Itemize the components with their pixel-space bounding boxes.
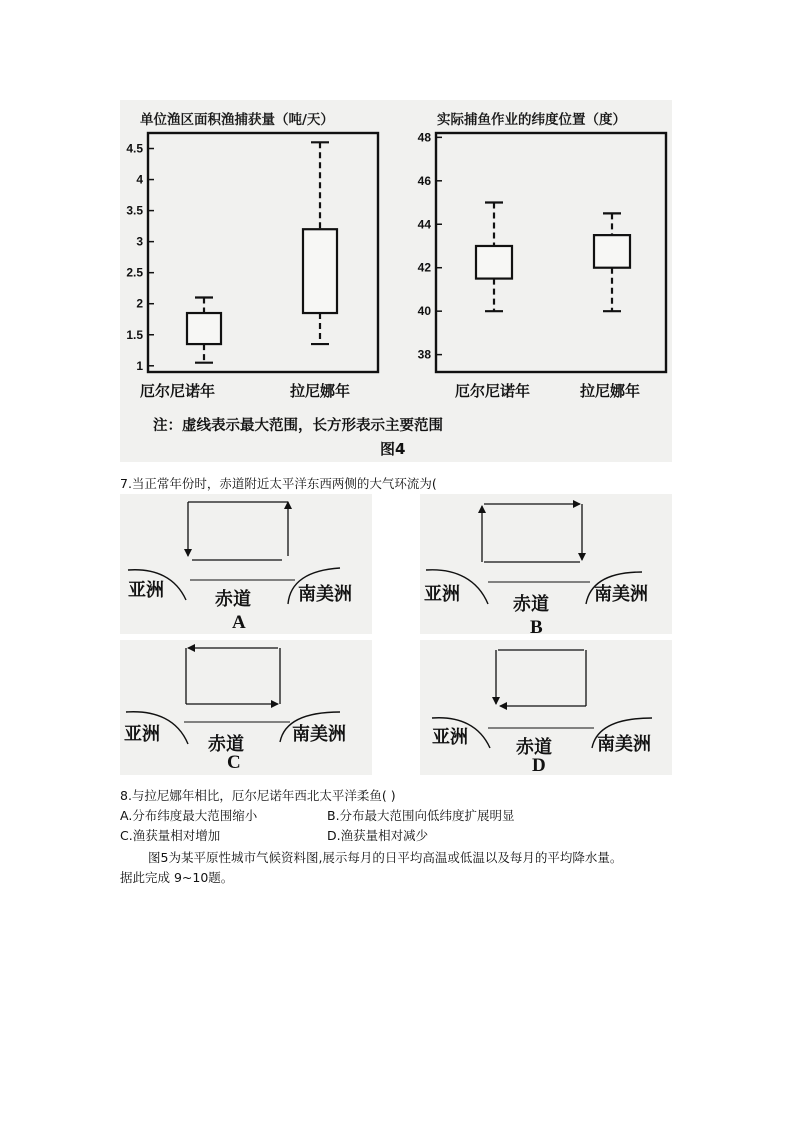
q7-stem: 7.当正常年份时，赤道附近太平洋东西两侧的大气环流为( [120, 476, 437, 491]
q7-c-label-asia: 亚洲 [124, 724, 160, 745]
chart1-box-lanina-rect [303, 229, 337, 313]
q7-option-a-diagram [120, 494, 372, 634]
chart1-ytick-label: 1 [136, 358, 143, 373]
q7-a-label-samerica: 南美洲 [298, 584, 352, 605]
q8-option-c: C.渔获量相对增加 [120, 828, 221, 843]
chart2-plot [418, 130, 666, 372]
q7-b-label-asia: 亚洲 [424, 584, 460, 605]
q8-option-b: B.分布最大范围向低纬度扩展明显 [327, 808, 515, 823]
chart2-cat-lanina: 拉尼娜年 [580, 382, 641, 400]
chart1-ytick-label: 3 [136, 234, 143, 249]
chart2-cat-elnino: 厄尔尼诺年 [455, 382, 531, 400]
chart1-ytick-label: 4 [136, 172, 143, 187]
q7-d-label-equator: 赤道 [516, 737, 552, 758]
q7-d-label-samerica: 南美洲 [597, 734, 651, 755]
figure4-note: 注：虚线表示最大范围，长方形表示主要范围 [153, 418, 443, 434]
chart2-ytick-label: 40 [417, 304, 431, 319]
q8-stem: 8.与拉尼娜年相比，厄尔尼诺年西北太平洋柔鱼( ) [120, 788, 396, 803]
q7-b-label-equator: 赤道 [513, 594, 549, 615]
chart1-frame [148, 133, 378, 372]
chart1-cat-elnino: 厄尔尼诺年 [140, 382, 216, 400]
chart1-ytick-label: 4.5 [126, 141, 143, 156]
chart1-ytick-label: 1.5 [126, 327, 143, 342]
q7-a-label-asia: 亚洲 [128, 580, 164, 601]
chart2-ytick-label: 48 [417, 130, 431, 145]
intro-line2: 据此完成 9~10题。 [120, 870, 234, 885]
q7-b-letter: B [530, 617, 543, 638]
q7-d-letter: D [532, 755, 546, 776]
chart2-box-lanina-rect [594, 235, 630, 268]
chart1-title: 单位渔区面积渔捕获量（吨/天） [140, 112, 334, 128]
intro-line1: 图5为某平原性城市气候资料图,展示每月的日平均高温或低温以及每月的平均降水量。 [148, 850, 623, 865]
chart2-title: 实际捕鱼作业的纬度位置（度） [437, 112, 626, 128]
figure4-charts [0, 0, 794, 470]
chart1-box-elnino-rect [187, 313, 221, 344]
q7-a-letter: A [232, 612, 246, 633]
chart1-ytick-label: 3.5 [126, 203, 143, 218]
chart1-plot [126, 133, 378, 373]
q7-option-c-diagram [120, 640, 372, 775]
q7-c-label-samerica: 南美洲 [292, 724, 346, 745]
chart2-ytick-label: 46 [417, 173, 431, 188]
chart2-ytick-label: 42 [417, 260, 431, 275]
chart2-ytick-label: 44 [417, 217, 431, 232]
q7-d-label-asia: 亚洲 [432, 727, 468, 748]
q8-option-a: A.分布纬度最大范围缩小 [120, 808, 258, 823]
chart1-cat-lanina: 拉尼娜年 [290, 382, 351, 400]
figure4-caption: 图4 [380, 440, 406, 458]
q7-a-label-equator: 赤道 [215, 589, 251, 610]
chart1-ytick-label: 2.5 [126, 265, 143, 280]
q7-c-label-equator: 赤道 [208, 734, 244, 755]
chart1-ytick-label: 2 [136, 296, 143, 311]
chart2-box-elnino-rect [476, 246, 512, 279]
q8-option-d: D.渔获量相对减少 [327, 828, 429, 843]
chart2-frame [436, 133, 666, 372]
q7-b-label-samerica: 南美洲 [594, 584, 648, 605]
q7-c-letter: C [227, 752, 241, 773]
chart2-ytick-label: 38 [417, 347, 431, 362]
